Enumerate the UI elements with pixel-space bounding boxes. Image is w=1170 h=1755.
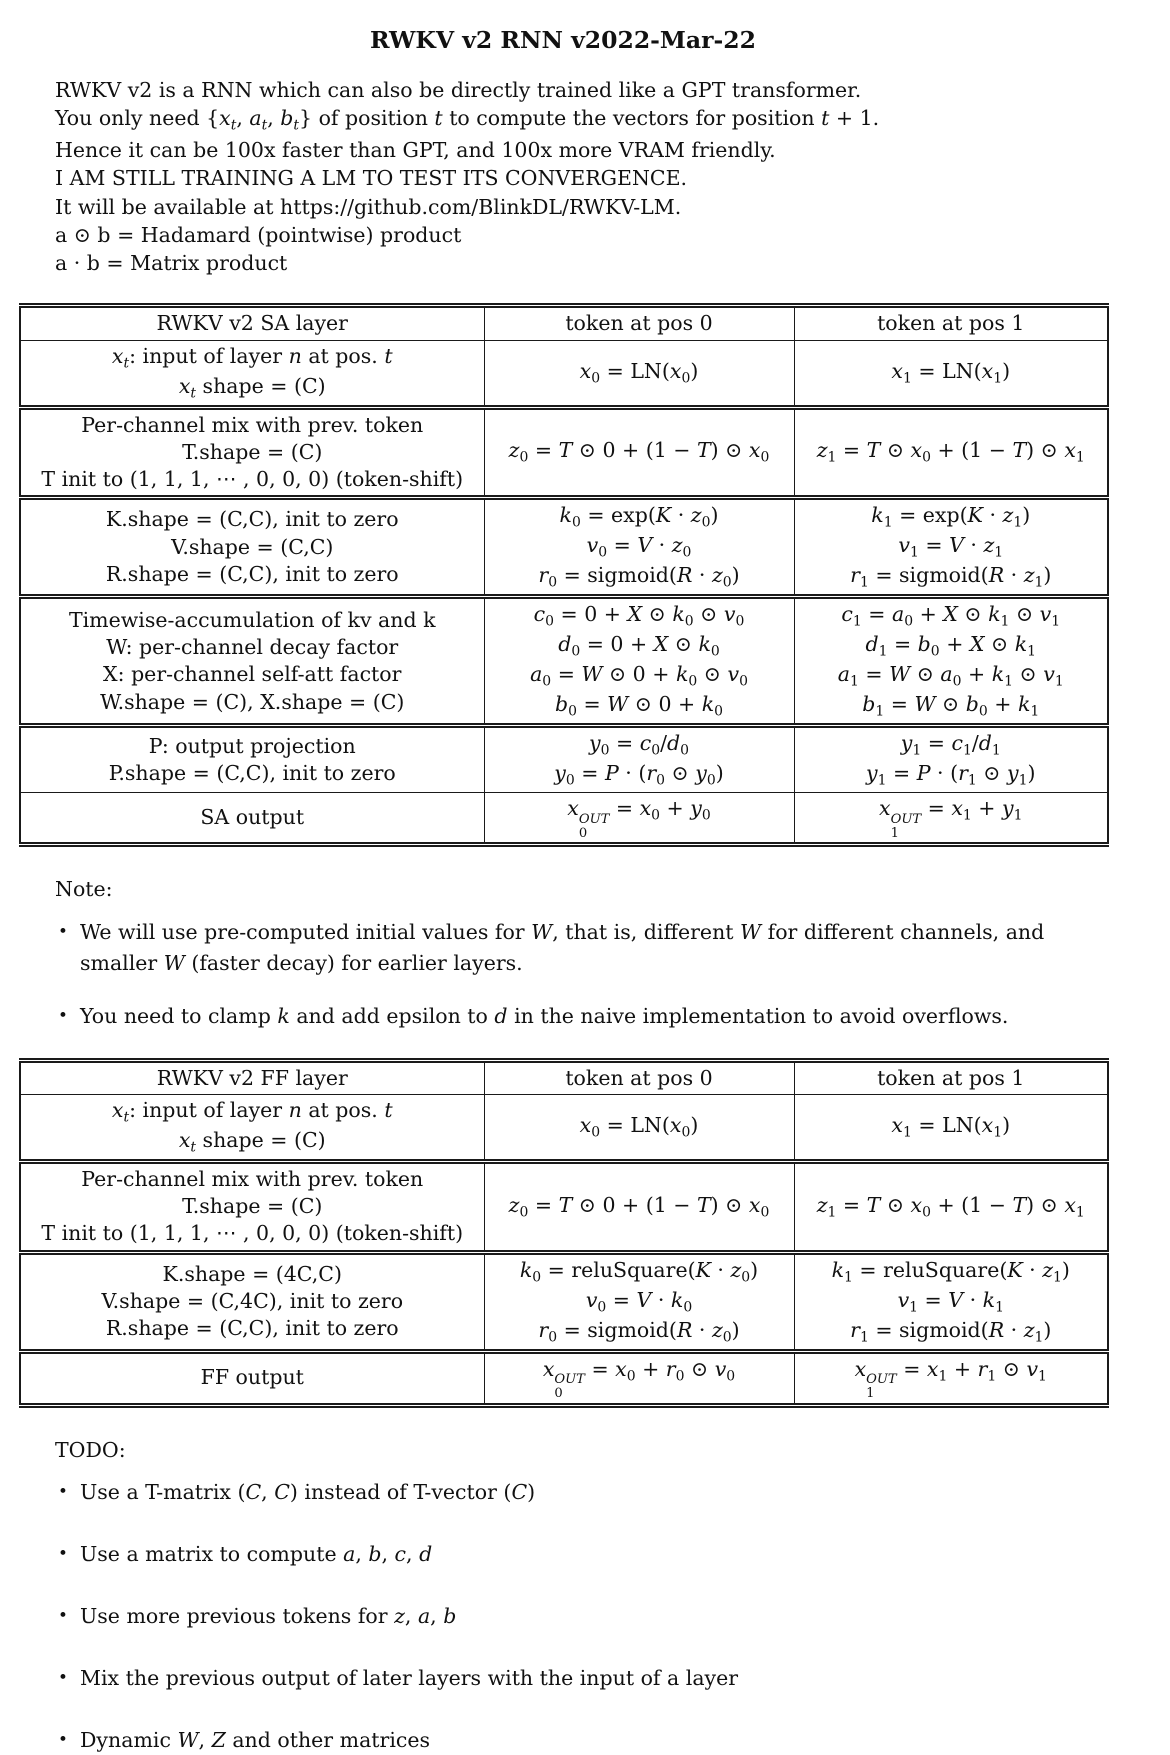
cell-line: $x_t$ shape = (C) (178, 1127, 326, 1156)
page-title: RWKV v2 RNN v2022-Mar-22 (370, 26, 756, 54)
formula-cell-pos1 (794, 498, 1108, 597)
cell-line: K.shape = (C,C), init to zero (105, 507, 399, 532)
intro-line: RWKV v2 is a RNN which can also be directly trained like a GPT transformer. (55, 78, 862, 102)
formula-cell-pos1 (794, 1351, 1108, 1405)
cell-line: $r_0$ = sigmoid(R · $z_0$) (538, 563, 740, 591)
cell-line: $v_0 = V \cdot z_0$ (586, 533, 692, 561)
cell-line: $z_0 = T$ ⊙ 0 + (1 − T) ⊙ $x_0$ (508, 438, 770, 466)
column-header: RWKV v2 FF layer (156, 1065, 348, 1090)
cell-line: V.shape = (C,4C), init to zero (101, 1288, 404, 1313)
todo-item: • Use a T-matrix (C, C) instead of T-vector (C) (55, 1478, 1108, 1507)
cell-line: P.shape = (C,C), init to zero (108, 761, 396, 786)
intro-line: a ⊙ b = Hadamard (pointwise) product (55, 222, 462, 247)
cell-line: Timewise-accumulation of kv and k (68, 607, 436, 632)
cell-line: W.shape = (C), X.shape = (C) (100, 689, 405, 714)
row-label-cell (20, 726, 484, 793)
cell-line: x OUT 0 = $x_0 + r_0$ ⊙ $v_0$ (542, 1356, 736, 1401)
note-item: • You need to clamp k and add epsilon to d in the naive implementation to avoid overflows. (55, 1001, 1108, 1032)
formula-cell-pos1 (794, 597, 1108, 726)
note-item: • We will use pre-computed initial values for W, that is, different W for different channels, and smaller W (faster decay) for earlier layers. (55, 917, 1108, 979)
cell-line: $x_0 = LN(x_0)$ (579, 1112, 699, 1141)
formula-cell-pos1 (794, 1252, 1108, 1351)
row-label-cell (20, 597, 484, 726)
cell-line: $b_1 = W$ ⊙ $b_0 + k_1$ (862, 692, 1040, 720)
table-row (20, 597, 1108, 726)
note-heading: Note: (55, 877, 113, 902)
cell-line: $r_1$ = sigmoid(R · $z_1$) (850, 563, 1052, 591)
cell-line: W: per-channel decay factor (106, 635, 399, 659)
cell-line: x OUT 1 = $x_1 + r_1$ ⊙ $v_1$ (854, 1356, 1047, 1401)
todo-heading: TODO: (55, 1437, 126, 1462)
column-header: token at pos 1 (794, 1060, 1108, 1094)
cell-line: Per-channel mix with prev. token (81, 412, 424, 437)
table-row (20, 340, 1108, 407)
cell-line: $d_0 = 0 + X$ ⊙ $k_0$ (558, 632, 720, 660)
cell-line: $c_1 = a_0 + X$ ⊙ $k_1$ ⊙ $v_1$ (841, 602, 1061, 630)
column-header: token at pos 1 (794, 306, 1108, 340)
cell-line: $k_1 = \exp(K \cdot z_1)$ (871, 503, 1031, 531)
table-row (20, 1351, 1108, 1405)
row-label-cell (20, 1252, 484, 1351)
todo-item: • Dynamic W, Z and other matrices (55, 1726, 1108, 1755)
cell-line: T init to (1, 1, 1, ⋯ , 0, 0, 0) (token-shift) (41, 1221, 464, 1246)
cell-line: $x_0 = LN(x_0)$ (579, 358, 699, 387)
column-header: token at pos 0 (484, 306, 794, 340)
cell-line: $x_1 = LN(x_1)$ (891, 1112, 1011, 1141)
formula-cell-pos0 (484, 793, 794, 845)
cell-line: T init to (1, 1, 1, ⋯ , 0, 0, 0) (token-shift) (41, 467, 464, 492)
formula-cell-pos1 (794, 793, 1108, 845)
intro-line: Hence it can be 100x faster than GPT, and 100x more VRAM friendly. (55, 137, 776, 162)
formula-cell-pos1 (794, 407, 1108, 498)
cell-line: $y_0 = P \cdot (r_0$ ⊙ $y_0$) (554, 761, 724, 789)
cell-line: $y_0 = c_0/d_0$ (589, 731, 689, 759)
cell-line: P: output projection (148, 733, 356, 758)
formula-cell-pos0 (484, 407, 794, 498)
row-label-cell (20, 1161, 484, 1252)
formula-cell-pos0 (484, 1094, 794, 1161)
cell-line: K.shape = (4C,C) (162, 1261, 342, 1286)
cell-line: $v_1 = V \cdot z_1$ (898, 533, 1004, 561)
cell-line: V.shape = (C,C) (171, 534, 334, 559)
cell-line: $k_1$ = reluSquare(K · $z_1$) (831, 1257, 1070, 1286)
cell-line: $k_0 = \exp(K \cdot z_0)$ (559, 503, 719, 531)
formula-cell-pos1 (794, 726, 1108, 793)
cell-line: $d_1 = b_0 + X$ ⊙ $k_1$ (865, 632, 1037, 660)
todo-item: • Use a matrix to compute a, b, c, d (55, 1540, 1108, 1569)
cell-line: $z_0 = T$ ⊙ 0 + (1 − T) ⊙ $x_0$ (508, 1192, 770, 1221)
header-row (20, 1060, 1108, 1094)
formula-cell-pos0 (484, 1161, 794, 1252)
intro-line: a · b = Matrix product (55, 251, 288, 276)
formula-cell-pos0 (484, 498, 794, 597)
intro-line: I AM STILL TRAINING A LM TO TEST ITS CONVERGENCE. (55, 166, 688, 191)
table-row (20, 1161, 1108, 1252)
table-row (20, 726, 1108, 793)
todo-item: • Use more previous tokens for z, a, b (55, 1602, 1108, 1631)
cell-line: $z_1 = T$ ⊙ $x_0 + (1 - T)$ ⊙ $x_1$ (816, 1192, 1085, 1221)
row-label-cell (20, 1094, 484, 1161)
column-header: RWKV v2 SA layer (156, 311, 348, 336)
sa-layer-table (19, 303, 1109, 847)
todo-list (0, 1478, 1170, 1755)
cell-line: $r_1$ = sigmoid(R · $z_1$) (850, 1317, 1052, 1345)
cell-line: FF output (200, 1365, 304, 1390)
cell-line: $a_0 = W$ ⊙ $0 + k_0$ ⊙ $v_0$ (530, 662, 748, 690)
cell-line: R.shape = (C,C), init to zero (105, 561, 399, 586)
formula-cell-pos0 (484, 1351, 794, 1405)
cell-line: R.shape = (C,C), init to zero (105, 1316, 399, 1341)
cell-line: $k_0$ = reluSquare(K · $z_0$) (519, 1257, 759, 1286)
cell-line: Per-channel mix with prev. token (81, 1166, 424, 1191)
document-page (0, 26, 1170, 1753)
row-label-cell (20, 407, 484, 498)
formula-cell-pos0 (484, 726, 794, 793)
cell-line: x OUT 0 = $x_0 + y_0$ (567, 796, 711, 841)
cell-line: $x_t$: input of layer n at pos. t (111, 343, 393, 372)
cell-line: x OUT 1 = $x_1 + y_1$ (879, 796, 1023, 841)
table-row (20, 793, 1108, 845)
row-label-cell (20, 1351, 484, 1405)
cell-line: $r_0$ = sigmoid(R · $z_0$) (538, 1317, 740, 1345)
table-row (20, 1252, 1108, 1351)
formula-cell-pos0 (484, 340, 794, 407)
cell-line: SA output (200, 805, 305, 830)
intro-line: You only need {$x_t$, $a_t$, $b_t$} of position t to compute the vectors for position t + 1. (55, 106, 880, 134)
row-label-cell (20, 793, 484, 845)
formula-cell-pos1 (794, 1161, 1108, 1252)
cell-line: $x_1 = LN(x_1)$ (891, 358, 1011, 387)
formula-cell-pos0 (484, 597, 794, 726)
cell-line: $z_1 = T$ ⊙ $x_0 + (1 - T)$ ⊙ $x_1$ (816, 438, 1085, 466)
cell-line: $x_t$ shape = (C) (178, 373, 326, 402)
row-label-cell (20, 498, 484, 597)
intro-line: It will be available at https://github.com/BlinkDL/RWKV-LM. (55, 194, 682, 219)
ff-layer-table (19, 1058, 1109, 1408)
column-header: token at pos 0 (484, 1060, 794, 1094)
cell-line: $v_0 = V \cdot k_0$ (585, 1287, 693, 1316)
row-label-cell (20, 340, 484, 407)
formula-cell-pos1 (794, 1094, 1108, 1161)
cell-line: X: per-channel self-att factor (103, 662, 402, 687)
table-row (20, 1094, 1108, 1161)
cell-line: $b_0 = W$ ⊙ $0 + k_0$ (554, 692, 724, 720)
formula-cell-pos0 (484, 1252, 794, 1351)
header-row (20, 306, 1108, 340)
cell-line: $c_0 = 0 + X$ ⊙ $k_0$ ⊙ $v_0$ (533, 602, 745, 630)
note-list (0, 917, 1170, 1031)
cell-line: $y_1 = c_1/d_1$ (900, 731, 1001, 759)
cell-line: T.shape = (C) (182, 1194, 323, 1219)
cell-line: $x_t$: input of layer n at pos. t (111, 1097, 393, 1126)
intro-paragraph (55, 76, 1110, 277)
cell-line: $v_1 = V \cdot k_1$ (897, 1287, 1004, 1316)
cell-line: $y_1 = P \cdot (r_1$ ⊙ $y_1$) (866, 761, 1036, 789)
cell-line: $a_1 = W$ ⊙ $a_0 + k_1$ ⊙ $v_1$ (837, 662, 1064, 690)
todo-item: • Mix the previous output of later layers with the input of a layer (55, 1664, 1108, 1693)
formula-cell-pos1 (794, 340, 1108, 407)
table-row (20, 498, 1108, 597)
table-row (20, 407, 1108, 498)
cell-line: T.shape = (C) (182, 439, 323, 464)
